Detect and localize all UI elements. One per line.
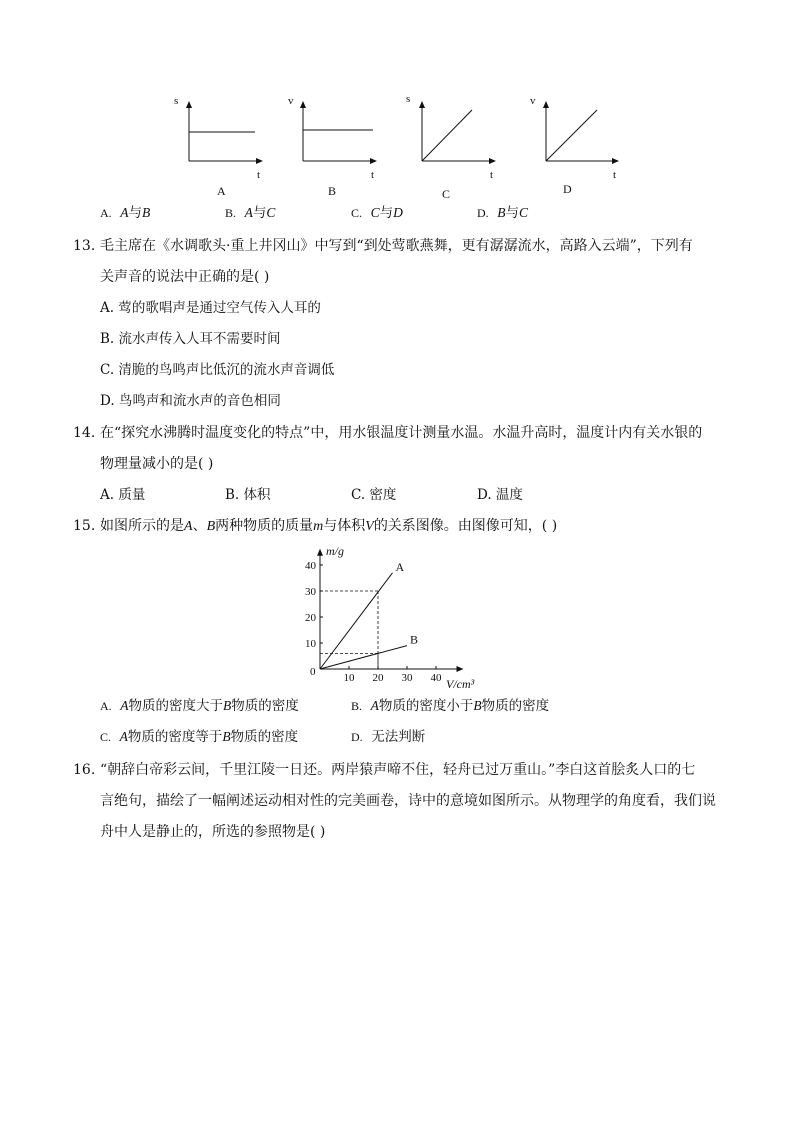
graph-b	[288, 95, 376, 198]
option-text: 无法判断	[371, 729, 426, 745]
graph-b-label: B	[328, 184, 337, 198]
option-c-first: C	[370, 205, 380, 220]
q15-var-m: m	[313, 519, 324, 534]
option-d-first: B	[497, 205, 506, 220]
q15-text-part: 两种物质的质量	[215, 518, 314, 534]
x-tick-label: 30	[401, 672, 413, 684]
q12-option-c[interactable]	[351, 203, 403, 223]
q15-text-part: 与体积	[323, 518, 366, 534]
option-key: A.	[100, 699, 112, 713]
q13-option-c[interactable]: C. 清脆的鸟鸣声比低沉的流水声音调低	[100, 362, 335, 378]
graph-b-y-label: v	[288, 95, 294, 107]
graph-d	[530, 95, 618, 196]
q15-var-a: A	[184, 519, 193, 534]
q16-number: 16.	[73, 762, 96, 778]
q15-option-d[interactable]	[351, 727, 425, 747]
graph-a	[174, 95, 262, 198]
y-tick-label: 20	[305, 612, 316, 624]
q15-text-part: 如图所示的是	[100, 518, 184, 534]
q14-option-a[interactable]: A. 质量	[100, 487, 146, 503]
mass-volume-chart	[296, 544, 486, 692]
graph-c-y-label: s	[406, 93, 411, 105]
option-text: 物质的密度小于	[378, 698, 474, 714]
option-var: A	[120, 698, 129, 713]
q15-option-a[interactable]	[100, 696, 299, 716]
q13-text-line2: 关声音的说法中正确的是( )	[100, 269, 270, 285]
q12-graphs	[160, 88, 640, 200]
q14-text-line1: 在“探究水沸腾时温度变化的特点”中，用水银温度计测量水温。水温升高时，温度计内有关水银的	[100, 425, 703, 441]
series-label-b: B	[410, 632, 419, 647]
q12-option-d[interactable]	[477, 203, 528, 223]
option-key: A.	[100, 206, 112, 220]
y-axis-label: m/g	[326, 544, 344, 558]
q15-var-v: V	[365, 519, 374, 534]
series-line-a	[320, 573, 393, 669]
q15-text-part: 、	[192, 518, 207, 534]
q14-option-c[interactable]: C. 密度	[351, 487, 397, 503]
option-a-mid: 与	[128, 205, 143, 221]
option-text: 物质的密度等于	[127, 729, 223, 745]
option-b-first: A	[244, 205, 253, 220]
option-key: C.	[100, 730, 112, 744]
option-var: A	[119, 729, 128, 744]
q13-number: 13.	[73, 238, 96, 254]
graph-a-y-label: s	[174, 95, 179, 107]
option-var: B	[473, 698, 482, 713]
q14-number: 14.	[73, 425, 96, 441]
q15-text-part: 的关系图像。由图像可知，( )	[373, 518, 558, 534]
y-tick-label: 10	[305, 638, 316, 650]
graph-d-label: D	[563, 182, 572, 196]
q15-option-c[interactable]	[100, 727, 298, 747]
q13-option-a[interactable]: A. 莺的歌唱声是通过空气传入人耳的	[100, 300, 321, 316]
option-text: 物质的密度大于	[128, 698, 224, 714]
x-axis-label: V/cm³	[446, 677, 475, 691]
option-key: B.	[351, 699, 363, 713]
q15-number: 15.	[73, 518, 96, 534]
graph-a-x-label: t	[257, 169, 261, 181]
graph-c	[406, 93, 495, 200]
option-c-mid: 与	[379, 205, 394, 221]
graph-a-label: A	[217, 184, 226, 198]
origin-label: 0	[310, 666, 316, 678]
q14-text-line2: 物理量减小的是( )	[100, 456, 214, 472]
graph-d-x-label: t	[613, 169, 617, 181]
option-var: A	[370, 698, 379, 713]
q15-option-b[interactable]	[351, 696, 549, 716]
option-d-mid: 与	[505, 205, 520, 221]
q14-option-d[interactable]: D. 温度	[477, 487, 523, 503]
graph-d-y-label: v	[530, 95, 536, 107]
y-tick-label: 30	[305, 586, 316, 598]
option-c-second: D	[393, 205, 403, 220]
q16-text-line3: 舟中人是静止的，所选的参照物是( )	[100, 824, 326, 840]
y-tick-label: 40	[305, 560, 316, 572]
q16-text-line2: 言绝句，描绘了一幅阐述运动相对性的完美画卷，诗中的意境如图所示。从物理学的角度看，我们说	[100, 793, 716, 809]
q13-option-b[interactable]: B. 流水声传入人耳不需要时间	[100, 331, 281, 347]
option-key: D.	[477, 206, 489, 220]
option-var: B	[222, 729, 231, 744]
option-a-first: A	[120, 205, 129, 220]
x-tick-label: 20	[372, 672, 384, 684]
option-b-second: C	[266, 205, 276, 220]
option-var: B	[223, 698, 232, 713]
x-tick-label: 10	[343, 672, 355, 684]
graph-c-x-label: t	[490, 169, 494, 181]
option-a-second: B	[142, 205, 151, 220]
q16-text-line1: “朝辞白帝彩云间，千里江陵一日还。两岸猿声啼不住，轻舟已过万重山。”李白这首脍炙人口的七	[100, 762, 696, 778]
q15-var-b: B	[206, 519, 216, 534]
graph-c-label: C	[442, 187, 451, 200]
graph-b-x-label: t	[371, 169, 375, 181]
series-label-a: A	[395, 559, 405, 574]
q13-text-line1: 毛主席在《水调歌头·重上井冈山》中写到“到处莺歌燕舞，更有潺潺流水，高路入云端”，下列有	[100, 238, 693, 254]
q13-option-d[interactable]: D. 鸟鸣声和流水声的音色相同	[100, 393, 281, 409]
option-text: 物质的密度	[231, 698, 299, 714]
q12-option-b[interactable]	[225, 203, 275, 223]
q14-option-b[interactable]: B. 体积	[225, 487, 271, 503]
series-line-b	[320, 646, 407, 669]
q12-option-a[interactable]	[100, 203, 150, 223]
option-d-second: C	[519, 205, 529, 220]
x-tick-label: 40	[430, 672, 442, 684]
option-key: B.	[225, 206, 237, 220]
option-key: D.	[351, 730, 363, 744]
q15-text	[100, 516, 557, 537]
option-text: 物质的密度	[230, 729, 299, 745]
option-key: C.	[351, 206, 363, 220]
option-b-mid: 与	[252, 205, 267, 221]
option-text: 物质的密度	[481, 698, 550, 714]
